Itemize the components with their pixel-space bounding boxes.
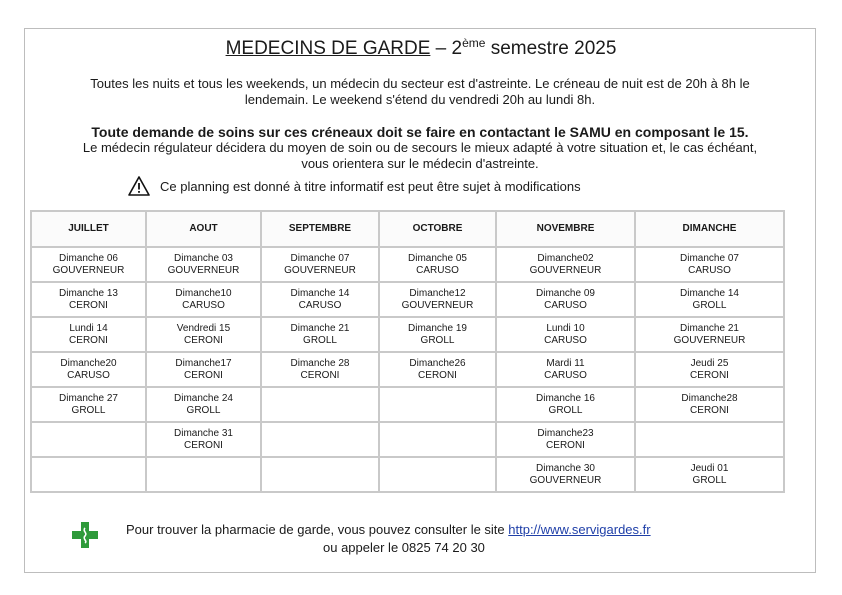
cell-doctor: CERONI [69, 299, 108, 311]
schedule-cell [379, 317, 496, 352]
cell-date: Mardi 11 [546, 357, 585, 369]
schedule-cell [146, 317, 261, 352]
cell-doctor: GOUVERNEUR [673, 334, 746, 346]
cell-date: Dimanche28 [681, 392, 738, 404]
schedule-cell [31, 387, 146, 422]
cell-doctor: GROLL [420, 334, 455, 346]
cell-date: Dimanche 07 [290, 252, 350, 264]
table-row [31, 387, 784, 422]
pharmacy-cross-icon [72, 522, 98, 548]
schedule-cell [261, 282, 379, 317]
schedule-cell [146, 387, 261, 422]
cell-doctor: CARUSO [544, 369, 587, 381]
title-rest: semestre 2025 [485, 38, 617, 59]
cell-date: Dimanche 13 [59, 287, 118, 299]
cell-doctor: CERONI [300, 369, 340, 381]
cell-doctor: GROLL [692, 474, 727, 486]
title-sup: ème [462, 36, 486, 50]
notice-line-1: Le médecin régulateur décidera du moyen de soin ou de secours le mieux adapté à votre situation et, le cas échéant, [82, 140, 758, 155]
table-header-row [31, 211, 784, 247]
cell-doctor: CERONI [418, 369, 457, 381]
page-title [0, 38, 842, 60]
schedule-cell [261, 352, 379, 387]
schedule-cell [146, 282, 261, 317]
cell-doctor: GROLL [303, 334, 337, 346]
cell-date: Dimanche02 [537, 252, 594, 264]
cell-doctor: CERONI [184, 439, 223, 451]
schedule-cell [31, 422, 146, 457]
schedule-cell [496, 282, 635, 317]
notice-bold: Toute demande de soins sur ces créneaux doit se faire en contactant le SAMU en composant le 15. [91, 124, 749, 140]
table-row [31, 282, 784, 317]
cell-date: Dimanche26 [409, 357, 466, 369]
schedule-cell [31, 247, 146, 282]
column-header: JUILLET [31, 211, 146, 247]
cell-date: Dimanche 31 [174, 427, 233, 439]
schedule-cell [379, 457, 496, 492]
schedule-cell [261, 247, 379, 282]
cell-doctor: CERONI [184, 334, 223, 346]
cell-doctor: GROLL [692, 299, 727, 311]
cell-doctor: CERONI [690, 404, 729, 416]
schedule-cell [635, 352, 784, 387]
warning-triangle-icon [128, 176, 150, 196]
cell-doctor: CERONI [546, 439, 585, 451]
cell-doctor: GOUVERNEUR [284, 264, 356, 276]
schedule-cell [635, 457, 784, 492]
schedule-cell [146, 352, 261, 387]
schedule-cell [261, 387, 379, 422]
cell-doctor: GOUVERNEUR [401, 299, 474, 311]
cell-date: Lundi 14 [69, 322, 108, 334]
schedule-cell [635, 317, 784, 352]
cell-date: Dimanche 21 [290, 322, 350, 334]
table-row [31, 422, 784, 457]
cell-date: Dimanche 14 [290, 287, 350, 299]
cell-date: Dimanche 21 [680, 322, 739, 334]
schedule-cell [31, 282, 146, 317]
title-dash: – 2 [430, 38, 463, 59]
cell-date: Dimanche 16 [536, 392, 595, 404]
schedule-cell [496, 317, 635, 352]
column-header: NOVEMBRE [496, 211, 635, 247]
cell-doctor: GROLL [71, 404, 106, 416]
table-row [31, 457, 784, 492]
cell-date: Dimanche 03 [174, 252, 233, 264]
notice-paragraph [44, 124, 796, 172]
cell-date: Dimanche10 [175, 287, 232, 299]
schedule-cell [635, 282, 784, 317]
schedule-cell [379, 422, 496, 457]
schedule-cell [496, 457, 635, 492]
warning-note [128, 176, 581, 196]
schedule-cell [496, 352, 635, 387]
schedule-cell [635, 247, 784, 282]
intro-line-2: lendemain. Le weekend s'étend du vendredi 20h au lundi 8h. [244, 92, 596, 107]
cell-date: Dimanche 27 [59, 392, 118, 404]
cell-date: Dimanche 05 [408, 252, 467, 264]
schedule-cell [635, 422, 784, 457]
cell-date: Jeudi 01 [690, 462, 729, 474]
cell-date: Dimanche 07 [680, 252, 739, 264]
cell-date: Dimanche 30 [536, 462, 595, 474]
cell-date: Dimanche 09 [536, 287, 595, 299]
footer-line-1 [126, 521, 651, 539]
cell-doctor: CARUSO [544, 299, 587, 311]
column-header: DIMANCHE [635, 211, 784, 247]
cell-doctor: CARUSO [298, 299, 342, 311]
schedule-cell [635, 387, 784, 422]
schedule-cell [379, 247, 496, 282]
schedule-cell [379, 352, 496, 387]
intro-paragraph [44, 76, 796, 108]
schedule-cell [146, 422, 261, 457]
schedule-cell [496, 247, 635, 282]
table-row [31, 352, 784, 387]
cell-date: Lundi 10 [546, 322, 585, 334]
cell-date: Dimanche23 [537, 427, 594, 439]
cell-date: Dimanche 24 [174, 392, 233, 404]
column-header: SEPTEMBRE [261, 211, 379, 247]
cell-date: Dimanche 06 [59, 252, 118, 264]
schedule-cell [496, 422, 635, 457]
notice-line-2: vous orientera sur le médecin d'astreinte. [301, 156, 539, 171]
cell-date: Dimanche 14 [680, 287, 739, 299]
cell-date: Dimanche12 [409, 287, 466, 299]
cell-doctor: CARUSO [544, 334, 587, 346]
cell-doctor: CARUSO [688, 264, 731, 276]
cell-doctor: GOUVERNEUR [529, 474, 602, 486]
cell-date: Vendredi 15 [176, 322, 231, 334]
schedule-cell [379, 282, 496, 317]
cell-doctor: GOUVERNEUR [529, 264, 602, 276]
cell-doctor: CARUSO [416, 264, 459, 276]
cell-doctor: GOUVERNEUR [52, 264, 125, 276]
schedule-cell [379, 387, 496, 422]
cell-doctor: CARUSO [67, 369, 110, 381]
cell-doctor: CERONI [184, 369, 223, 381]
cell-doctor: GROLL [186, 404, 221, 416]
cell-date: Dimanche17 [175, 357, 232, 369]
schedule-cell [31, 317, 146, 352]
footer-line-2: ou appeler le 0825 74 20 30 [323, 540, 485, 555]
schedule-cell [261, 457, 379, 492]
cell-doctor: GOUVERNEUR [167, 264, 240, 276]
cell-doctor: CERONI [69, 334, 108, 346]
schedule-cell [146, 457, 261, 492]
footer-text: Pour trouver la pharmacie de garde, vous pouvez consulter le site [126, 522, 509, 537]
servigardes-link[interactable]: http://www.servigardes.fr [508, 522, 651, 537]
intro-line-1: Toutes les nuits et tous les weekends, un médecin du secteur est d'astreinte. Le créneau de nuit est de 20h à 8h le [90, 76, 750, 91]
table-row [31, 317, 784, 352]
cell-date: Dimanche 28 [290, 357, 350, 369]
warning-text: Ce planning est donné à titre informatif est peut être sujet à modifications [160, 178, 581, 194]
cell-doctor: CARUSO [182, 299, 225, 311]
schedule-cell [496, 387, 635, 422]
column-header: OCTOBRE [379, 211, 496, 247]
schedule-table [30, 210, 785, 493]
cell-date: Dimanche 19 [408, 322, 467, 334]
cell-date: Dimanche20 [60, 357, 117, 369]
schedule-cell [31, 457, 146, 492]
footer [126, 521, 651, 557]
schedule-cell [261, 422, 379, 457]
cell-doctor: GROLL [548, 404, 583, 416]
schedule-cell [261, 317, 379, 352]
schedule-cell [146, 247, 261, 282]
table-row [31, 247, 784, 282]
cell-doctor: CERONI [690, 369, 729, 381]
column-header: AOUT [146, 211, 261, 247]
schedule-cell [31, 352, 146, 387]
title-main: MEDECINS DE GARDE [225, 38, 431, 59]
cell-date: Jeudi 25 [690, 357, 729, 369]
